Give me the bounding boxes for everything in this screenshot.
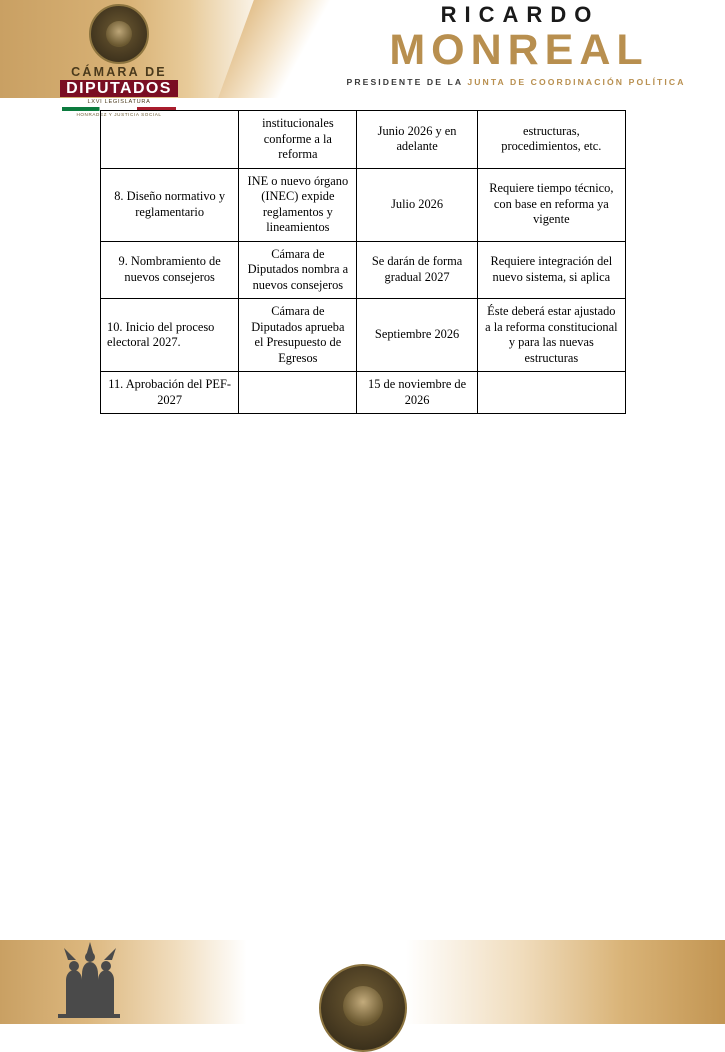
table-row [101,372,626,414]
monreal-last-name: MONREAL [389,26,649,74]
monreal-subtitle-highlight: JUNTA DE COORDINACIÓN POLÍTICA [467,77,686,87]
table-cell-responsible: INE o nuevo órgano (INEC) expide reglamentos y lineamientos [239,168,357,241]
monreal-subtitle-prefix: PRESIDENTE DE LA [346,77,468,87]
table-cell-date: Se darán de forma gradual 2027 [357,241,477,299]
table-cell-notes: Requiere integración del nuevo sistema, si aplica [477,241,625,299]
table-cell-notes: Requiere tiempo técnico, con base en reforma ya vigente [477,168,625,241]
table-cell-action: 9. Nombramiento de nuevos consejeros [101,241,239,299]
camara-logo-motto: HONRADEZ Y JUSTICIA SOCIAL [76,112,162,117]
table-cell-responsible: institucionales conforme a la reforma [239,111,357,169]
table-cell-action: 8. Diseño normativo y reglamentario [101,168,239,241]
table-cell-notes [477,372,625,414]
table-row [101,168,626,241]
camara-logo-line1: CÁMARA DE [71,65,167,79]
page-footer [0,936,725,1024]
table-cell-notes: estructuras, procedimientos, etc. [477,111,625,169]
camara-logo-legislature: LXVI LEGISLATURA [87,99,151,105]
monreal-first-name: RICARDO [440,2,600,27]
table-cell-date: Junio 2026 y en adelante [357,111,477,169]
legislative-statue-icon [46,940,132,1022]
table-row [101,111,626,169]
table-cell-responsible: Cámara de Diputados nombra a nuevos consejeros [239,241,357,299]
table-cell-notes: Éste deberá estar ajustado a la reforma constitucional y para las nuevas estructuras [477,299,625,372]
table-row [101,299,626,372]
table-cell-action: 10. Inicio del proceso electoral 2027. [101,299,239,372]
mexican-government-seal-icon [319,964,407,1052]
table-cell-responsible: Cámara de Diputados aprueba el Presupuesto de Egresos [239,299,357,372]
table-cell-action: 11. Aprobación del PEF-2027 [101,372,239,414]
table-cell-action [101,111,239,169]
table-cell-date: Julio 2026 [357,168,477,241]
monreal-subtitle [331,77,701,87]
table-cell-date: Septiembre 2026 [357,299,477,372]
reform-timeline-table [100,110,626,414]
camara-de-diputados-logo [44,4,194,117]
table-cell-responsible [239,372,357,414]
camara-logo-line2: DIPUTADOS [60,80,178,97]
ricardo-monreal-banner [331,2,701,87]
table-cell-date: 15 de noviembre de 2026 [357,372,477,414]
table-row [101,241,626,299]
mexican-eagle-seal-icon [89,4,149,64]
page-header [0,0,725,117]
